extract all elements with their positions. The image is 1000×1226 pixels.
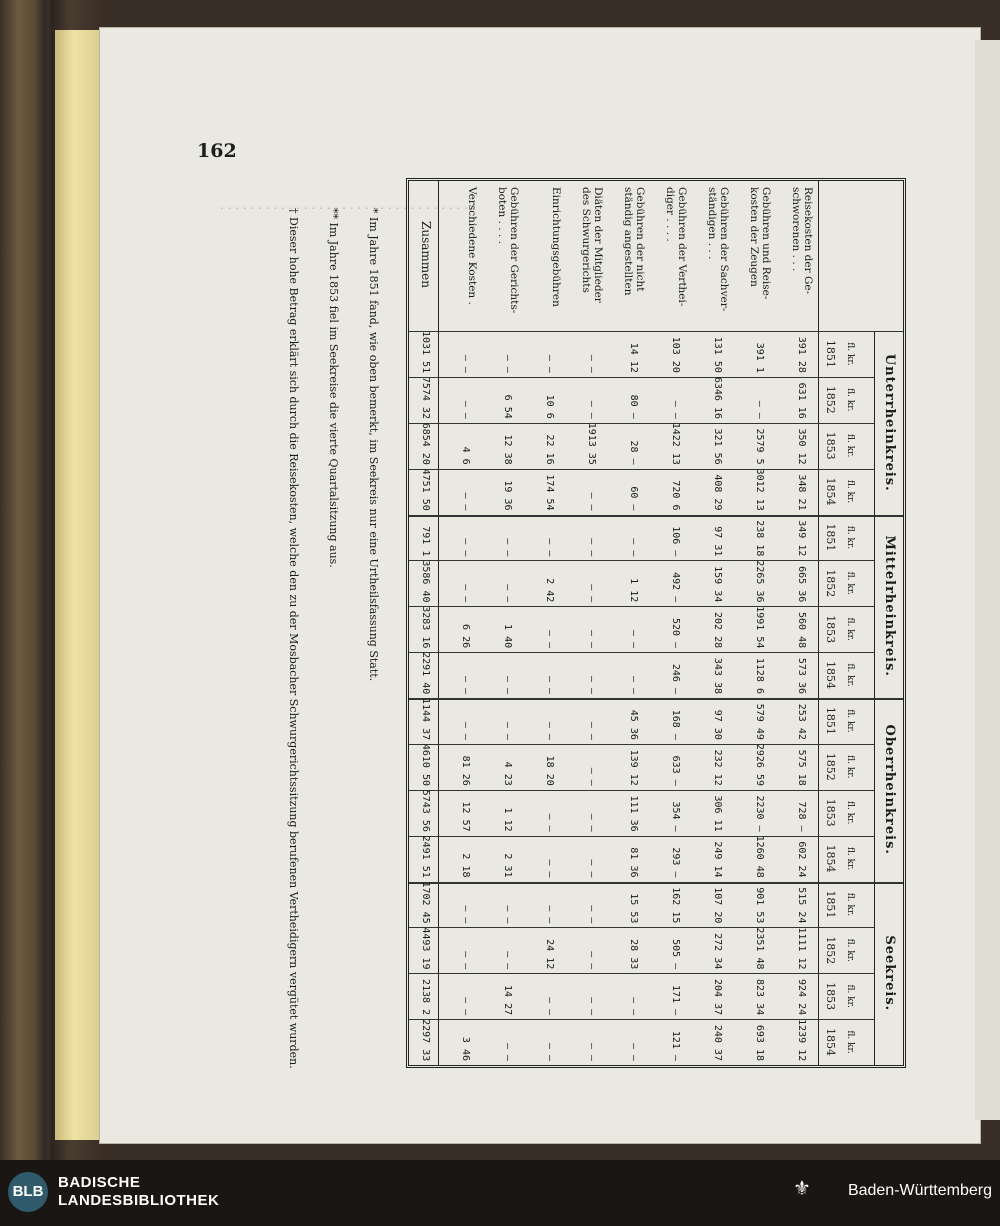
- table-cell: 107 20: [712, 887, 723, 924]
- unit-header: fl. kr.: [845, 892, 855, 917]
- year-header: 1852: [824, 385, 837, 414]
- table-cell: 249 14: [712, 841, 723, 878]
- table-cell: — —: [628, 997, 639, 1016]
- table-cell: 2579 5: [754, 428, 765, 465]
- table-cell: — —: [586, 630, 597, 649]
- total-cell: 2291 40: [420, 652, 431, 695]
- table-cell: 18 20: [544, 755, 555, 786]
- total-cell: 5743 56: [420, 789, 431, 832]
- table-cell: 520 —: [670, 618, 681, 649]
- footnote: † Dieser hohe Betrag erklärt sich durch die Reisekosten, welche den zu der Mosbacher Schwurgerichtssitzung berufenen Vertheidigern vergütet wurden.: [287, 208, 300, 1069]
- table-cell: 121 —: [670, 1030, 681, 1061]
- blb-line2: LANDESBIBLIOTHEK: [58, 1192, 220, 1209]
- table-cell: 1 40: [502, 624, 513, 649]
- table-cell: 354 —: [670, 801, 681, 832]
- table-cell: 12 57: [460, 801, 471, 832]
- table-cell: 238 18: [754, 520, 765, 557]
- total-label: Zusammen: [419, 221, 433, 288]
- year-header: 1852: [824, 936, 837, 965]
- table-cell: — —: [502, 721, 513, 740]
- total-cell: 4493 19: [420, 927, 431, 970]
- row-label: Reisekosten der Ge-: [802, 187, 814, 295]
- coat-of-arms-icon: ⚜: [793, 1176, 811, 1200]
- unit-header: fl. kr.: [845, 1030, 855, 1054]
- table-cell: 1422 13: [670, 422, 681, 465]
- year-header: 1852: [824, 752, 837, 781]
- table-cell: 924 24: [796, 979, 807, 1016]
- table-cell: — —: [460, 538, 471, 557]
- table-cell: 349 12: [796, 520, 807, 557]
- table-cell: 1260 48: [754, 835, 765, 878]
- total-divider: [438, 181, 439, 1065]
- table-cell: 343 38: [712, 657, 723, 694]
- table-cell: — —: [502, 951, 513, 970]
- table-cell: 131 50: [712, 336, 723, 373]
- table-cell: — —: [460, 675, 471, 694]
- row-label: Gebühren der Gerichts-: [508, 187, 520, 314]
- footnote: * Im Jahre 1851 fand, wie oben bemerkt, im Seekreis nur eine Urtheilsfassung Statt.: [367, 208, 380, 682]
- unit-header: fl. kr.: [845, 617, 855, 641]
- unit-header: fl. kr.: [845, 525, 855, 550]
- total-cell: 1031 51: [420, 331, 431, 374]
- table-cell: 28 33: [628, 939, 639, 970]
- total-cell: 4610 50: [420, 743, 431, 787]
- row-label: Einrichtungsgebühren: [550, 187, 562, 307]
- year-header: 1851: [824, 523, 837, 552]
- table-cell: 6 26: [460, 624, 471, 649]
- year-header: 1851: [824, 890, 837, 919]
- total-cell: 4751 50: [420, 468, 431, 511]
- table-cell: 560 48: [796, 612, 807, 649]
- table-cell: — —: [586, 951, 597, 970]
- table-cell: 24 12: [544, 939, 555, 970]
- table-cell: 60 —: [628, 486, 639, 511]
- table-cell: 2265 36: [754, 560, 765, 603]
- baden-wuerttemberg-label[interactable]: Baden-Württemberg: [847, 1182, 992, 1199]
- table-cell: 253 42: [796, 703, 807, 740]
- table-cell: 515 24: [796, 887, 807, 924]
- table-cell: 103 20: [670, 336, 681, 373]
- table-cell: 823 34: [754, 979, 765, 1016]
- unit-header: fl. kr.: [845, 755, 855, 779]
- table-cell: — —: [460, 400, 471, 419]
- total-cell: 3283 16: [420, 606, 431, 649]
- row-label-cont: schworenen . . .: [790, 187, 802, 272]
- header-bottom: [818, 181, 819, 1065]
- table-cell: 665 36: [796, 566, 807, 603]
- table-cell: — —: [544, 813, 555, 832]
- table-cell: 272 34: [712, 933, 723, 970]
- table-cell: 1239 12: [796, 1019, 807, 1062]
- page-number: 162: [197, 140, 237, 162]
- table-cell: — —: [502, 1042, 513, 1061]
- table-cell: 2 42: [544, 578, 555, 603]
- table-cell: — —: [586, 538, 597, 557]
- table-cell: 6346 16: [712, 376, 723, 420]
- unit-header: fl. kr.: [845, 938, 855, 962]
- table-cell: 202 28: [712, 612, 723, 649]
- table-cell: 1111 12: [796, 927, 807, 970]
- year-header: 1854: [824, 844, 837, 873]
- unit-header: fl. kr.: [845, 801, 855, 825]
- table-cell: 391 28: [796, 336, 807, 373]
- table-cell: 2351 48: [754, 927, 765, 970]
- table-cell: — —: [502, 905, 513, 924]
- page-edge: [55, 30, 103, 1140]
- table-cell: 45 36: [628, 709, 639, 740]
- table-cell: — —: [670, 400, 681, 419]
- table-cell: 28 —: [628, 440, 639, 465]
- table-cell: — —: [544, 905, 555, 924]
- blb-logo[interactable]: BLB: [8, 1172, 48, 1212]
- table-cell: — —: [544, 538, 555, 557]
- facing-page-edge: [975, 40, 1000, 1120]
- table-cell: 81 26: [460, 755, 471, 786]
- footer-bar: [0, 1160, 1000, 1226]
- group-header: Oberrheinkreis.: [882, 724, 897, 855]
- table-cell: 348 21: [796, 474, 807, 511]
- table-cell: — —: [460, 584, 471, 603]
- total-cell: 1702 45: [420, 881, 431, 924]
- table-frame: [406, 178, 906, 1068]
- table-cell: 159 34: [712, 566, 723, 603]
- unit-header: fl. kr.: [845, 984, 855, 1008]
- group-header: Mittelrheinkreis.: [882, 535, 897, 677]
- unit-header: fl. kr.: [845, 434, 855, 458]
- table-cell: 232 12: [712, 749, 723, 786]
- table-cell: 174 54: [544, 474, 555, 511]
- total-cell: 1144 37: [420, 698, 431, 741]
- table-cell: 10 6: [544, 394, 555, 419]
- unit-header: fl. kr.: [845, 663, 855, 687]
- table-cell: 22 16: [544, 434, 555, 465]
- table-cell: — —: [544, 721, 555, 740]
- table-cell: 204 37: [712, 979, 723, 1016]
- table-cell: 2 18: [460, 853, 471, 878]
- table-cell: 573 36: [796, 657, 807, 694]
- year-header: 1851: [824, 339, 837, 368]
- table-cell: 3012 13: [754, 468, 765, 511]
- row-label-cont: ständig angestellten: [622, 187, 634, 296]
- table-cell: 1128 6: [754, 657, 765, 694]
- table-cell: 15 53: [628, 893, 639, 924]
- table-cell: 901 53: [754, 887, 765, 924]
- table-cell: 720 6: [670, 480, 681, 511]
- table-cell: — —: [502, 354, 513, 373]
- table-cell: 575 18: [796, 749, 807, 786]
- table-cell: — —: [586, 767, 597, 786]
- total-cell: 3586 40: [420, 560, 431, 603]
- table-cell: 1991 54: [754, 606, 765, 649]
- table-cell: 106 —: [670, 526, 681, 557]
- unit-header: fl. kr.: [845, 388, 855, 412]
- row-label: Gebühren der Verthei-: [676, 187, 688, 307]
- table-cell: 579 49: [754, 703, 765, 740]
- row-label: Gebühren und Reise-: [760, 187, 772, 300]
- year-header: 1853: [824, 431, 837, 460]
- footnote: ** Im Jahre 1853 fiel im Seekreise die vierte Quartalsitzung aus.: [327, 208, 340, 568]
- table-cell: 408 29: [712, 474, 723, 511]
- year-header: 1852: [824, 569, 837, 598]
- table-cell: — —: [754, 400, 765, 419]
- table-cell: 139 12: [628, 749, 639, 786]
- table-cell: 240 37: [712, 1024, 723, 1061]
- table-cell: 1 12: [628, 578, 639, 603]
- table-cell: 81 36: [628, 847, 639, 878]
- table-cell: 97 30: [712, 709, 723, 740]
- table-cell: 633 —: [670, 755, 681, 786]
- table-cell: — —: [460, 951, 471, 970]
- unit-header: fl. kr.: [845, 709, 855, 733]
- total-cell: 2297 33: [420, 1019, 431, 1062]
- table-cell: — —: [544, 1042, 555, 1061]
- table-cell: — —: [544, 630, 555, 649]
- table-cell: — —: [544, 859, 555, 878]
- table-cell: — —: [502, 538, 513, 557]
- table-cell: 97 31: [712, 526, 723, 557]
- total-cell: 7574 32: [420, 376, 431, 420]
- table-cell: — —: [586, 859, 597, 878]
- table-cell: 168 —: [670, 709, 681, 740]
- rotated-table-area: [240, 168, 920, 1078]
- unit-header: fl. kr.: [845, 571, 855, 595]
- unit-header: fl. kr.: [845, 479, 855, 504]
- row-label: Gebühren der nicht: [634, 187, 646, 292]
- cost-table: [240, 168, 920, 1078]
- table-cell: 80 —: [628, 394, 639, 419]
- table-cell: — —: [502, 675, 513, 694]
- table-cell: 111 36: [628, 795, 639, 832]
- table-cell: 246 —: [670, 663, 681, 694]
- table-cell: 171 —: [670, 985, 681, 1016]
- table-cell: — —: [460, 721, 471, 740]
- table-cell: 14 12: [628, 342, 639, 373]
- group-header: Seekreis.: [882, 935, 897, 1012]
- row-label-cont: des Schwurgerichts: [580, 187, 592, 293]
- table-cell: 602 24: [796, 841, 807, 878]
- table-cell: — —: [586, 354, 597, 373]
- table-cell: — —: [628, 1042, 639, 1061]
- table-cell: — —: [586, 675, 597, 694]
- table-cell: — —: [502, 584, 513, 603]
- table-cell: 1 12: [502, 807, 513, 832]
- year-header: 1853: [824, 982, 837, 1011]
- blb-line1: BADISCHE: [58, 1174, 141, 1191]
- table-cell: 19 36: [502, 480, 513, 511]
- row-label-cont: diger . . . .: [664, 187, 676, 242]
- row-label: Gebühren der Sachver-: [718, 187, 730, 312]
- table-cell: 293 —: [670, 847, 681, 878]
- table-cell: — —: [544, 997, 555, 1016]
- table-cell: 12 38: [502, 434, 513, 465]
- table-cell: — —: [460, 354, 471, 373]
- table-cell: 4 6: [460, 446, 471, 465]
- year-header: 1854: [824, 477, 837, 506]
- table-cell: — —: [544, 354, 555, 373]
- unit-header: fl. kr.: [845, 846, 855, 871]
- blb-name[interactable]: [58, 1174, 219, 1210]
- table-cell: 2230 —: [754, 795, 765, 832]
- table-cell: — —: [586, 997, 597, 1016]
- table-cell: — —: [586, 1042, 597, 1061]
- row-label-cont: boten . . . .: [496, 187, 508, 244]
- row-label: Diäten der Mitglieder: [592, 187, 604, 303]
- table-cell: 693 18: [754, 1024, 765, 1061]
- row-label-cont: kosten der Zeugen: [748, 187, 760, 287]
- year-header: 1854: [824, 661, 837, 690]
- row-label: Verschiedene Kosten .: [466, 187, 478, 305]
- table-cell: — —: [460, 492, 471, 511]
- table-cell: — —: [544, 675, 555, 694]
- total-cell: 6854 20: [420, 422, 431, 465]
- bleed-through-text: . . . . . . . . . . . . . . . . . . . . . . . . . . . . . . . . . .: [220, 198, 476, 212]
- group-header: Unterrheinkreis.: [882, 353, 897, 492]
- table-cell: — —: [586, 721, 597, 740]
- total-cell: 791 1: [420, 526, 431, 557]
- table-cell: — —: [586, 492, 597, 511]
- table-cell: 3 46: [460, 1036, 471, 1061]
- table-cell: 162 15: [670, 887, 681, 924]
- table-cell: 1913 35: [586, 422, 597, 465]
- table-cell: — —: [460, 997, 471, 1016]
- row-label-cont: ständigen . . .: [706, 187, 718, 260]
- table-cell: 391 1: [754, 342, 765, 373]
- table-cell: 492 —: [670, 572, 681, 603]
- year-header: 1853: [824, 615, 837, 644]
- year-header: 1851: [824, 706, 837, 735]
- table-cell: 321 56: [712, 428, 723, 465]
- table-cell: 350 12: [796, 428, 807, 465]
- table-cell: 728 —: [796, 801, 807, 832]
- table-cell: — —: [586, 905, 597, 924]
- table-cell: 505 —: [670, 939, 681, 970]
- table-cell: 2926 59: [754, 743, 765, 787]
- table-cell: — —: [460, 905, 471, 924]
- table-cell: — —: [586, 813, 597, 832]
- table-cell: 6 54: [502, 394, 513, 419]
- total-cell: 2138 2: [420, 979, 431, 1016]
- table-cell: — —: [586, 584, 597, 603]
- table-cell: 14 27: [502, 985, 513, 1016]
- table-cell: — —: [628, 538, 639, 557]
- table-cell: 2 31: [502, 853, 513, 878]
- year-header: 1854: [824, 1028, 837, 1057]
- total-cell: 2491 51: [420, 835, 431, 878]
- year-header: 1853: [824, 798, 837, 827]
- table-cell: 631 16: [796, 382, 807, 419]
- table-cell: — —: [628, 630, 639, 649]
- table-cell: — —: [586, 400, 597, 419]
- table-cell: 4 23: [502, 761, 513, 786]
- table-cell: 306 11: [712, 795, 723, 832]
- table-cell: — —: [628, 675, 639, 694]
- unit-header: fl. kr.: [845, 342, 855, 366]
